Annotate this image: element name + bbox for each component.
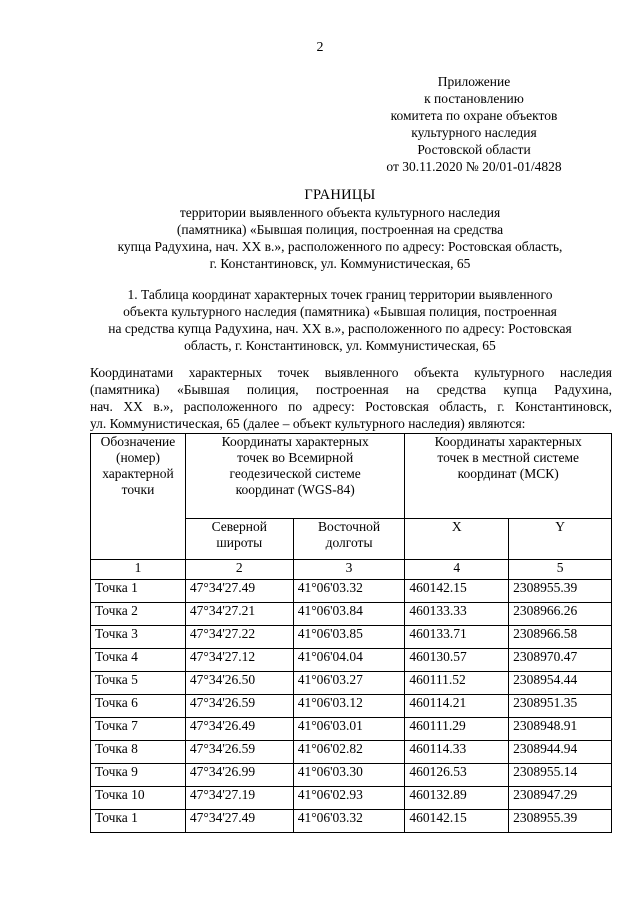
x-coordinate: 460126.53 (405, 764, 509, 787)
x-coordinate: 460132.89 (405, 787, 509, 810)
table-row (91, 718, 612, 741)
east-longitude: 41°06'03.12 (293, 695, 405, 718)
point-name: Точка 2 (91, 603, 186, 626)
column-number: 5 (509, 560, 612, 580)
y-coordinate: 2308966.26 (509, 603, 612, 626)
east-longitude: 41°06'02.93 (293, 787, 405, 810)
header-msk: Координаты характерных точек в местной системе координат (МСК) (405, 434, 612, 519)
intro-line: Координатами характерных точек выявленного объекта культурного наследия (90, 365, 612, 380)
coordinates-table (90, 433, 612, 833)
intro-line: ул. Коммунистическая, 65 (далее – объект культурного наследия) являются: (90, 416, 526, 431)
north-latitude: 47°34'26.59 (185, 695, 293, 718)
y-coordinate: 2308954.44 (509, 672, 612, 695)
appendix-line: к постановлению (424, 91, 524, 106)
x-coordinate: 460133.33 (405, 603, 509, 626)
point-name: Точка 1 (91, 810, 186, 833)
point-name: Точка 3 (91, 626, 186, 649)
column-number: 2 (185, 560, 293, 580)
table-row (91, 626, 612, 649)
north-latitude: 47°34'26.49 (185, 718, 293, 741)
east-longitude: 41°06'04.04 (293, 649, 405, 672)
section-title-line: 1. Таблица координат характерных точек границ территории выявленного (127, 287, 553, 302)
header-north-latitude: Северной широты (185, 519, 293, 560)
north-latitude: 47°34'27.21 (185, 603, 293, 626)
title-heading: ГРАНИЦЫ (304, 187, 376, 203)
table-row (91, 695, 612, 718)
header-east-longitude: Восточной долготы (293, 519, 405, 560)
title-line: территории выявленного объекта культурного наследия (179, 205, 501, 220)
east-longitude: 41°06'03.84 (293, 603, 405, 626)
x-coordinate: 460114.33 (405, 741, 509, 764)
y-coordinate: 2308955.39 (509, 810, 612, 833)
point-name: Точка 4 (91, 649, 186, 672)
y-coordinate: 2308948.91 (509, 718, 612, 741)
y-coordinate: 2308955.39 (509, 580, 612, 603)
section-title-line: область, г. Константиновск, ул. Коммунистическая, 65 (184, 338, 496, 353)
section-title (70, 286, 610, 354)
table-row (91, 764, 612, 787)
x-coordinate: 460111.29 (405, 718, 509, 741)
y-coordinate: 2308944.94 (509, 741, 612, 764)
intro-line: нач. XX в.», расположенного по адресу: Ростовская область, г. Константиновск, (90, 399, 612, 414)
section-title-line: на средства купца Радухина, нач. XX в.», расположенного по адресу: Ростовская (108, 321, 572, 336)
east-longitude: 41°06'02.82 (293, 741, 405, 764)
x-coordinate: 460130.57 (405, 649, 509, 672)
intro-paragraph (90, 364, 612, 432)
title-line: (памятника) «Бывшая полиция, построенная на средства (176, 222, 504, 237)
column-number: 4 (405, 560, 509, 580)
header-x: X (405, 519, 509, 560)
north-latitude: 47°34'27.22 (185, 626, 293, 649)
appendix-line: культурного наследия (411, 125, 537, 140)
header-designation: Обозначение (номер) характерной точки (91, 434, 186, 560)
title-line: купца Радухина, нач. XX в.», расположенного по адресу: Ростовская область, (117, 239, 563, 254)
point-name: Точка 7 (91, 718, 186, 741)
y-coordinate: 2308970.47 (509, 649, 612, 672)
east-longitude: 41°06'03.01 (293, 718, 405, 741)
table-row (91, 810, 612, 833)
x-coordinate: 460142.15 (405, 580, 509, 603)
north-latitude: 47°34'26.50 (185, 672, 293, 695)
x-coordinate: 460114.21 (405, 695, 509, 718)
appendix-line: Приложение (437, 74, 511, 89)
page-number: 2 (316, 40, 324, 55)
header-wgs84: Координаты характерных точек во Всемирной геодезической системе координат (WGS-84) (185, 434, 405, 519)
intro-line: (памятника) «Бывшая полиция, построенная на средства купца Радухина, (90, 382, 612, 397)
x-coordinate: 460111.52 (405, 672, 509, 695)
header-y: Y (509, 519, 612, 560)
north-latitude: 47°34'27.19 (185, 787, 293, 810)
column-number: 3 (293, 560, 405, 580)
east-longitude: 41°06'03.27 (293, 672, 405, 695)
table-row (91, 672, 612, 695)
y-coordinate: 2308966.58 (509, 626, 612, 649)
north-latitude: 47°34'26.59 (185, 741, 293, 764)
east-longitude: 41°06'03.30 (293, 764, 405, 787)
table-row (91, 603, 612, 626)
point-name: Точка 8 (91, 741, 186, 764)
table-row (91, 649, 612, 672)
table-row (91, 787, 612, 810)
north-latitude: 47°34'27.49 (185, 580, 293, 603)
east-longitude: 41°06'03.85 (293, 626, 405, 649)
point-name: Точка 9 (91, 764, 186, 787)
north-latitude: 47°34'27.12 (185, 649, 293, 672)
point-name: Точка 6 (91, 695, 186, 718)
point-name: Точка 5 (91, 672, 186, 695)
north-latitude: 47°34'26.99 (185, 764, 293, 787)
document-title (70, 187, 610, 272)
north-latitude: 47°34'27.49 (185, 810, 293, 833)
y-coordinate: 2308947.29 (509, 787, 612, 810)
y-coordinate: 2308955.14 (509, 764, 612, 787)
point-name: Точка 1 (91, 580, 186, 603)
table-row (91, 741, 612, 764)
table-row (91, 580, 612, 603)
y-coordinate: 2308951.35 (509, 695, 612, 718)
east-longitude: 41°06'03.32 (293, 580, 405, 603)
column-number: 1 (91, 560, 186, 580)
appendix-line: Ростовской области (417, 142, 531, 157)
point-name: Точка 10 (91, 787, 186, 810)
section-title-line: объекта культурного наследия (памятника) «Бывшая полиция, построенная (123, 304, 557, 319)
east-longitude: 41°06'03.32 (293, 810, 405, 833)
appendix-line: комитета по охране объектов (390, 108, 558, 123)
appendix-block (344, 73, 604, 175)
x-coordinate: 460133.71 (405, 626, 509, 649)
appendix-line: от 30.11.2020 № 20/01-01/4828 (386, 159, 562, 174)
x-coordinate: 460142.15 (405, 810, 509, 833)
title-line: г. Константиновск, ул. Коммунистическая, 65 (209, 256, 471, 271)
column-number-row (91, 560, 612, 580)
